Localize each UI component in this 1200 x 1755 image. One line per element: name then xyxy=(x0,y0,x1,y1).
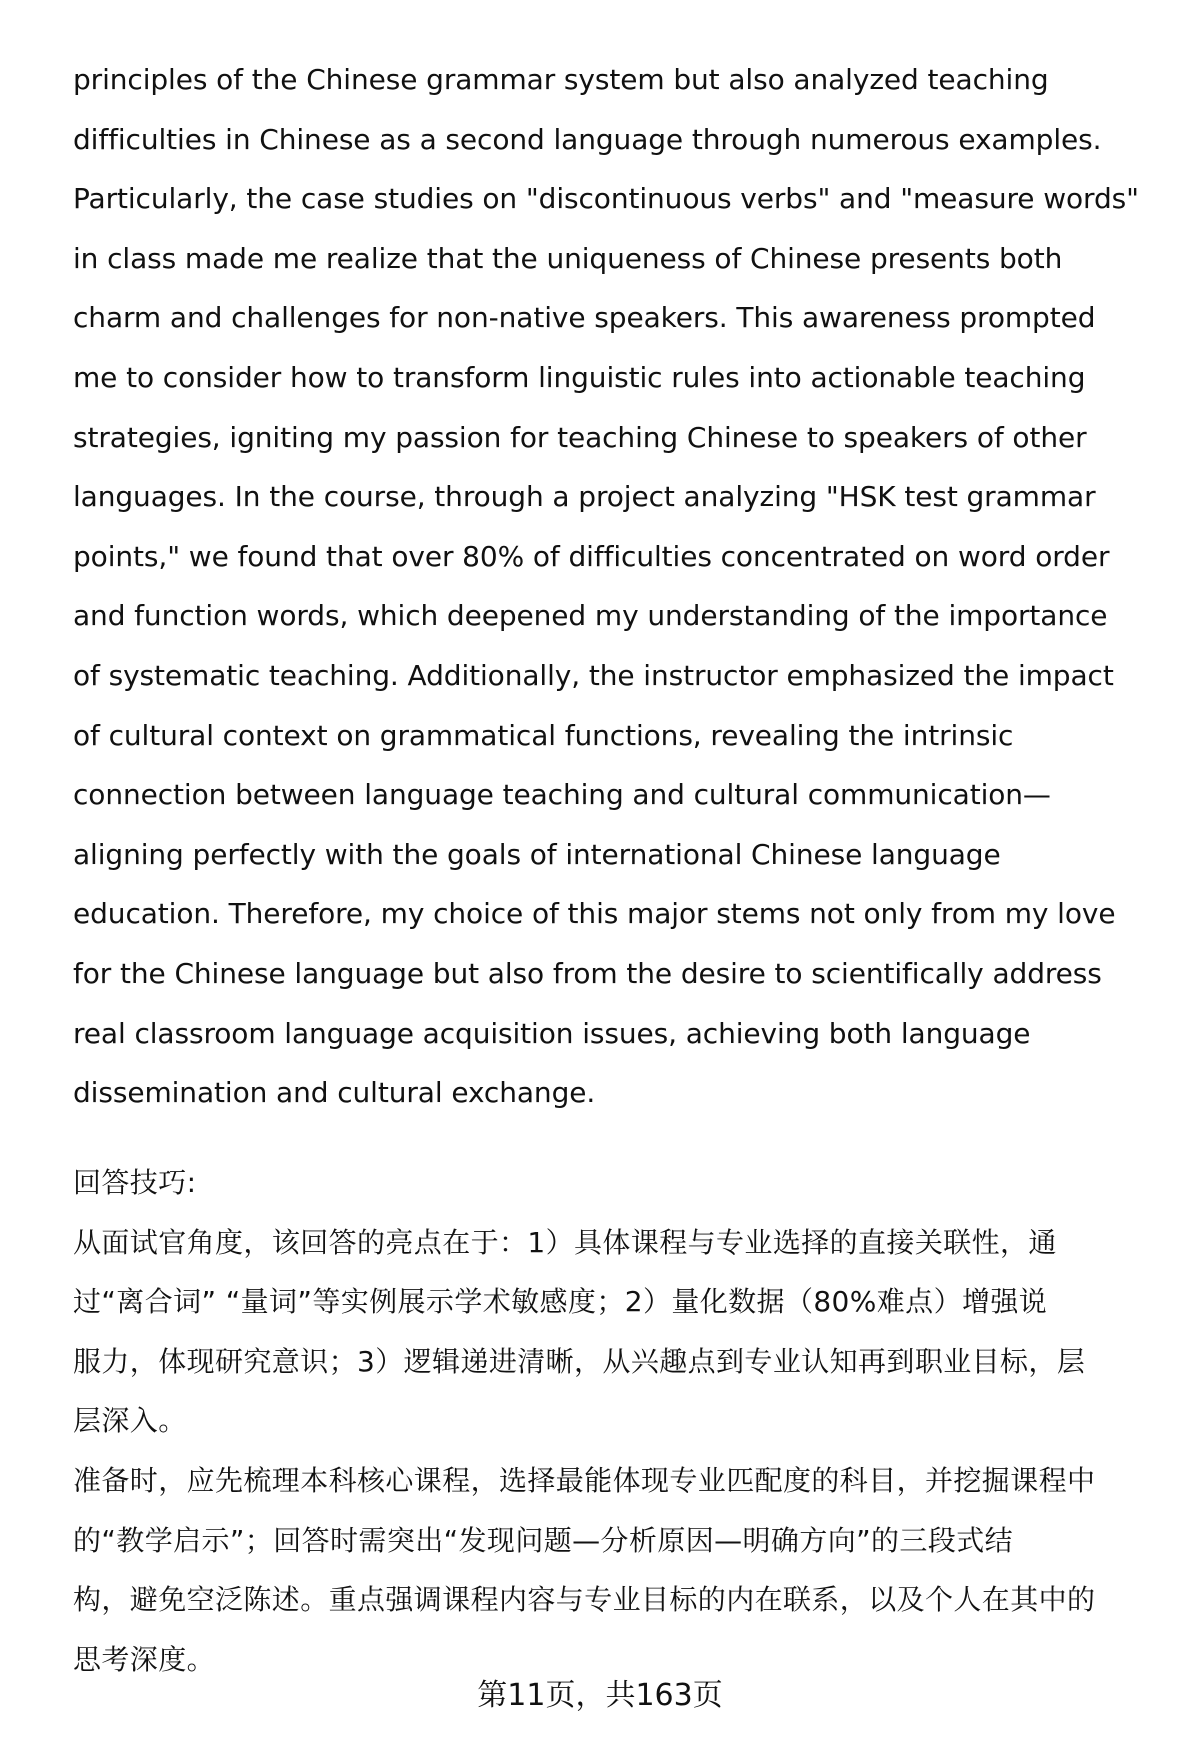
paragraph-line: points," we found that over 80% of difficulties concentrated on word order xyxy=(73,539,1110,573)
paragraph-line: connection between language teaching and cultural communication— xyxy=(73,778,1051,812)
tips-line: 层深入。 xyxy=(73,1404,187,1438)
paragraph-line: of systematic teaching. Additionally, the instructor emphasized the impact xyxy=(73,658,1114,692)
paragraph-line: of cultural context on grammatical functions, revealing the intrinsic xyxy=(73,718,1014,752)
paragraph-line: education. Therefore, my choice of this major stems not only from my love xyxy=(73,897,1116,931)
paragraph-line: difficulties in Chinese as a second language through numerous examples. xyxy=(73,122,1102,156)
english-answer-paragraph xyxy=(73,50,1173,1123)
paragraph-line: for the Chinese language but also from the desire to scientifically address xyxy=(73,956,1102,990)
tips-line: 过“离合词” “量词”等实例展示学术敏感度；2）量化数据（80%难点）增强说 xyxy=(73,1285,1048,1319)
paragraph-line: dissemination and cultural exchange. xyxy=(73,1076,596,1110)
tips-heading: 回答技巧: xyxy=(73,1166,197,1199)
page-indicator: 第11页，共163页 xyxy=(477,1678,723,1713)
tips-line: 的“教学启示”；回答时需突出“发现问题—分析原因—明确方向”的三段式结 xyxy=(73,1523,1014,1557)
paragraph-line: in class made me realize that the uniqueness of Chinese presents both xyxy=(73,241,1063,275)
tips-line: 服力，体现研究意识；3）逻辑递进清晰，从兴趣点到专业认知再到职业目标，层 xyxy=(73,1344,1086,1378)
paragraph-line: aligning perfectly with the goals of international Chinese language xyxy=(73,837,1001,871)
paragraph-line: strategies, igniting my passion for teaching Chinese to speakers of other xyxy=(73,420,1087,454)
tips-line: 从面试官角度，该回答的亮点在于：1）具体课程与专业选择的直接关联性，通 xyxy=(73,1225,1057,1259)
paragraph-line: me to consider how to transform linguistic rules into actionable teaching xyxy=(73,360,1086,394)
answer-tips-section xyxy=(73,1153,1173,1689)
tips-line: 思考深度。 xyxy=(73,1642,216,1676)
paragraph-line: charm and challenges for non-native speakers. This awareness prompted xyxy=(73,301,1096,335)
paragraph-line: and function words, which deepened my understanding of the importance xyxy=(73,599,1108,633)
paragraph-line: real classroom language acquisition issues, achieving both language xyxy=(73,1016,1031,1050)
paragraph-line: principles of the Chinese grammar system but also analyzed teaching xyxy=(73,63,1049,96)
paragraph-line: languages. In the course, through a project analyzing "HSK test grammar xyxy=(73,480,1096,514)
tips-line: 构，避免空泛陈述。重点强调课程内容与专业目标的内在联系，以及个人在其中的 xyxy=(73,1583,1096,1617)
paragraph-line: Particularly, the case studies on "discontinuous verbs" and "measure words" xyxy=(73,182,1139,216)
tips-line: 准备时，应先梳理本科核心课程，选择最能体现专业匹配度的科目，并挖掘课程中 xyxy=(73,1463,1096,1497)
